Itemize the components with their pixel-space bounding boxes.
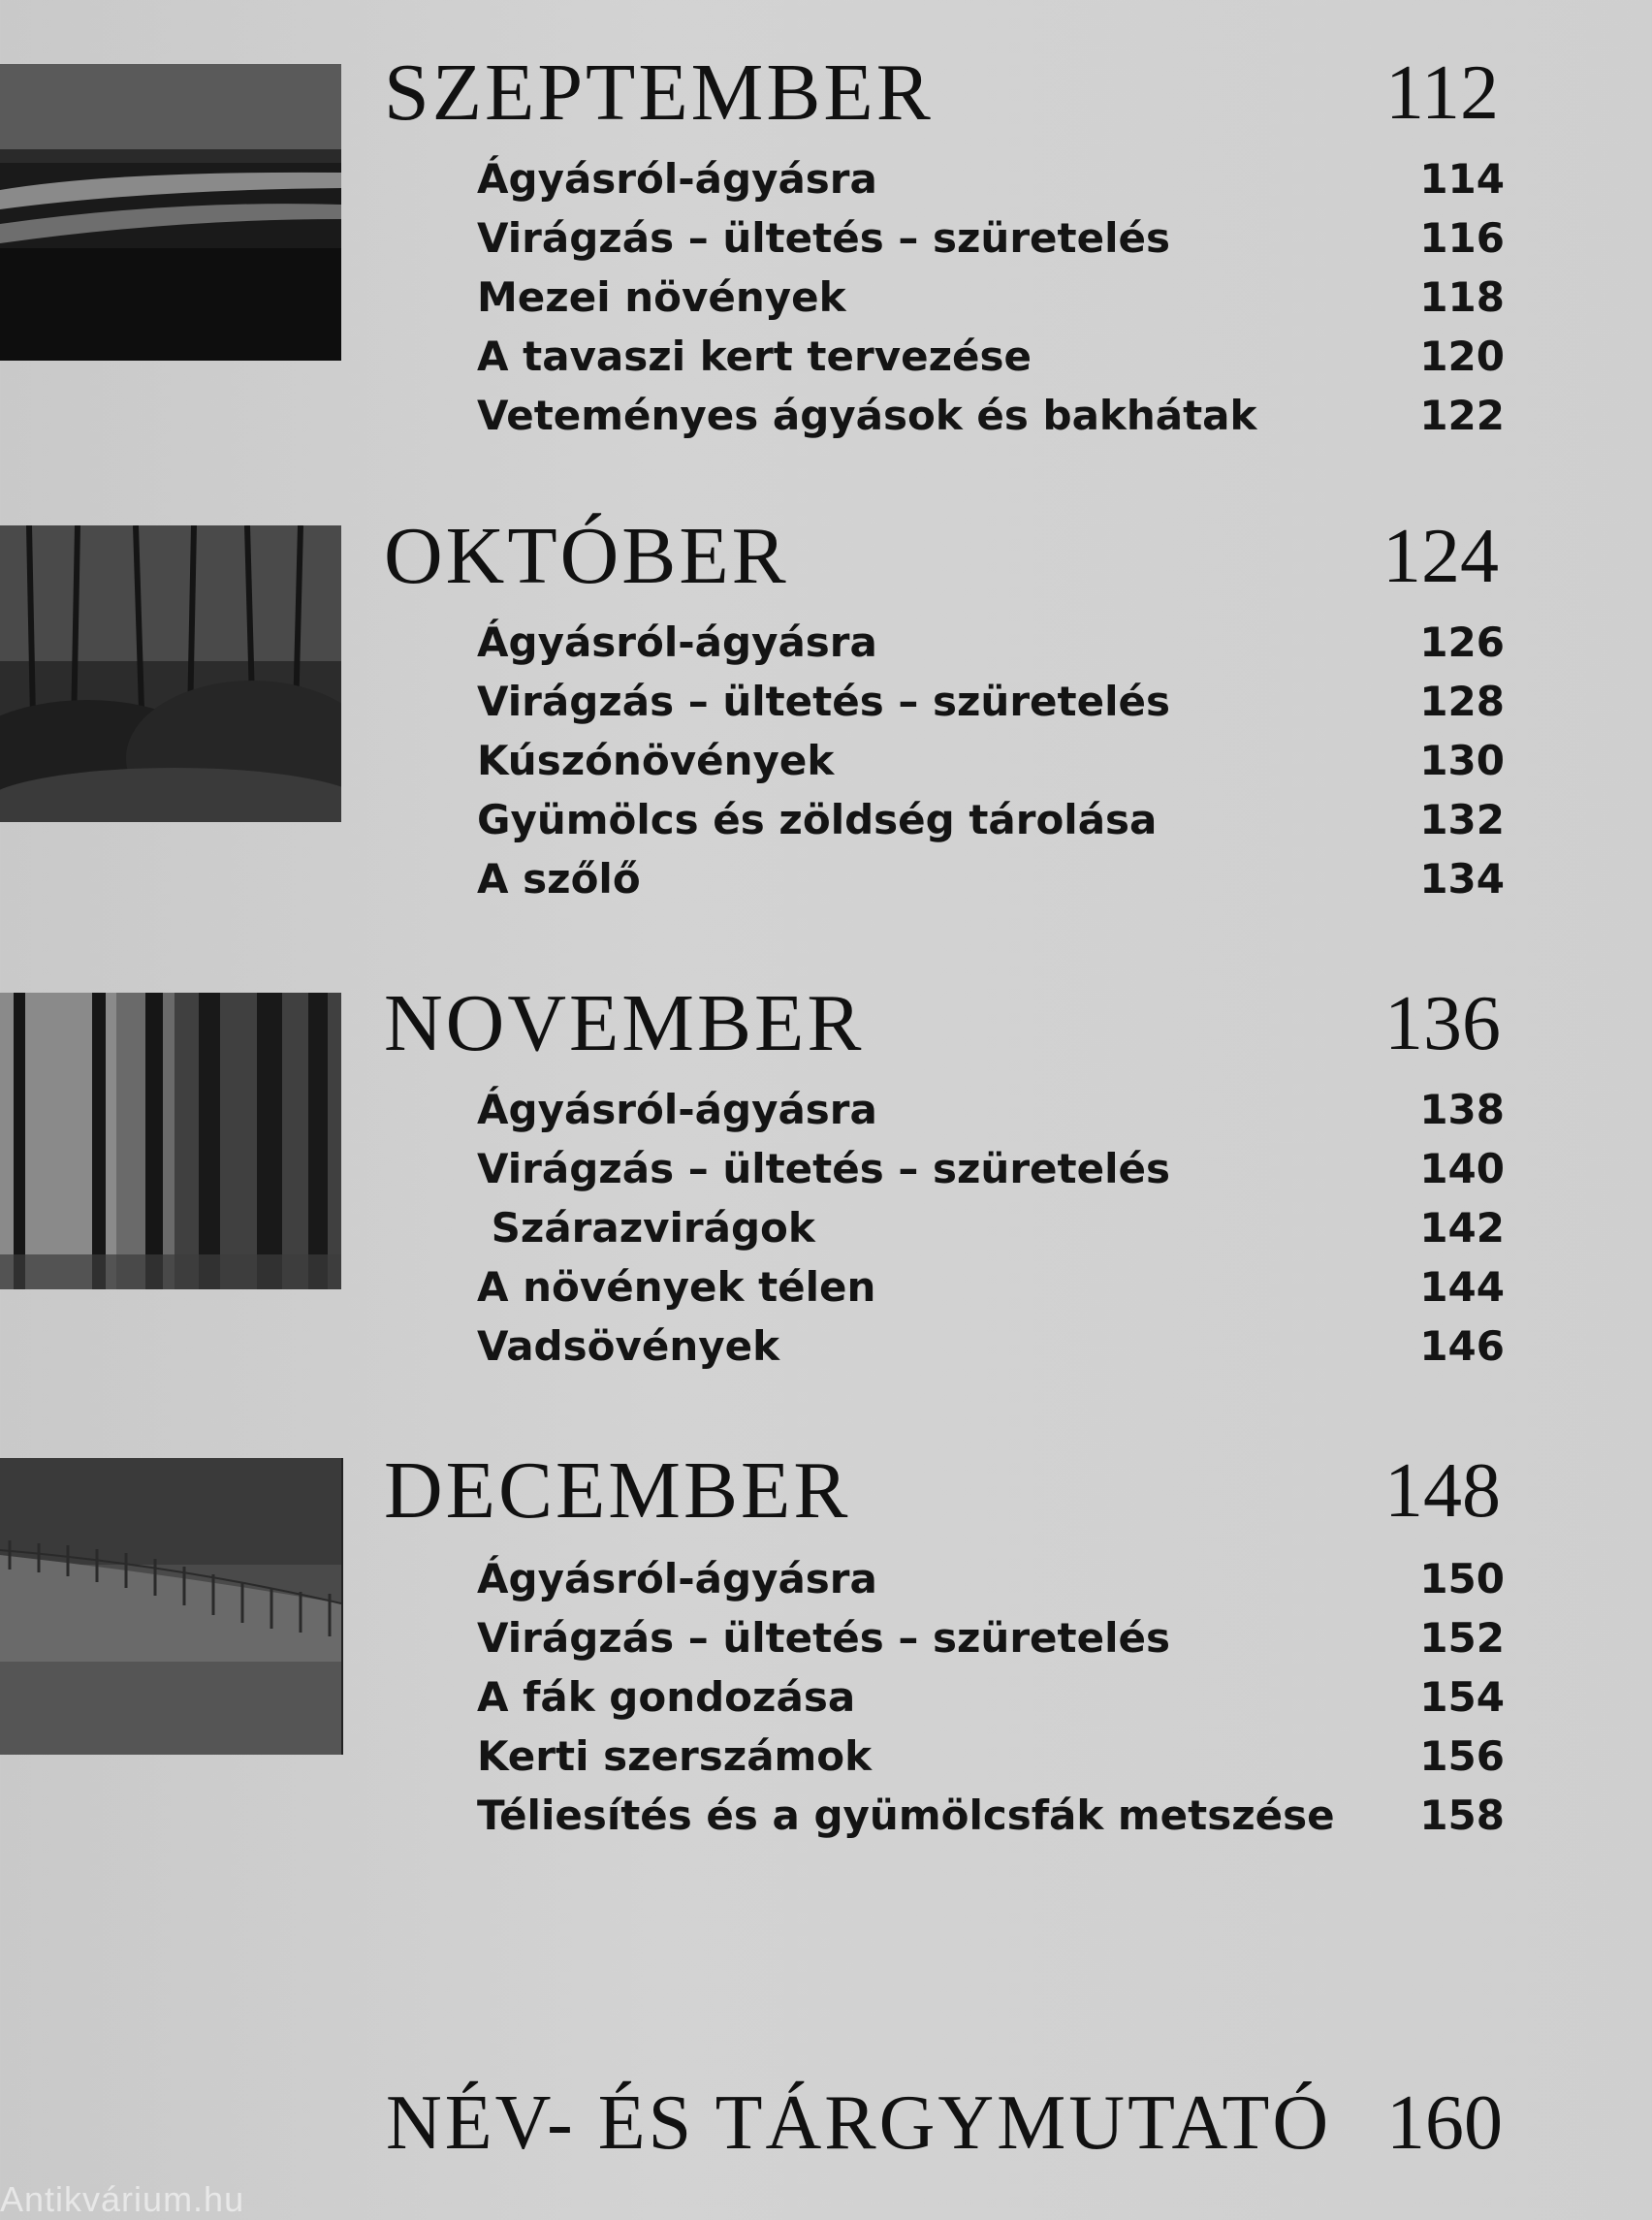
- toc-entry: [477, 790, 1505, 849]
- entry-title: Ágyásról-ágyásra: [477, 618, 877, 666]
- entry-list: [477, 613, 1505, 908]
- toc-entry: [477, 1727, 1505, 1786]
- toc-entry: [477, 268, 1505, 327]
- month-heading: DECEMBER: [384, 1445, 851, 1536]
- entry-list: [477, 1080, 1505, 1376]
- toc-entry: [477, 1316, 1505, 1376]
- month-page-number: 112: [1384, 50, 1499, 136]
- entry-page-number: 144: [1419, 1263, 1505, 1311]
- month-heading: NOVEMBER: [384, 978, 865, 1068]
- entry-title: A fák gondozása: [477, 1673, 856, 1721]
- entry-page-number: 132: [1419, 796, 1505, 843]
- entry-page-number: 158: [1419, 1792, 1505, 1839]
- entry-title: Virágzás – ültetés – szüretelés: [477, 1145, 1170, 1192]
- month-page-number: 136: [1384, 981, 1501, 1066]
- entry-page-number: 156: [1419, 1732, 1505, 1780]
- toc-entry: [477, 1549, 1505, 1608]
- entry-title: A növények télen: [477, 1263, 876, 1311]
- entry-title: Téliesítés és a gyümölcsfák metszése: [477, 1792, 1335, 1839]
- entry-title: Virágzás – ültetés – szüretelés: [477, 1614, 1170, 1662]
- entry-page-number: 154: [1419, 1673, 1505, 1721]
- section-photo: [0, 993, 341, 1289]
- entry-page-number: 120: [1419, 333, 1505, 380]
- entry-title: Ágyásról-ágyásra: [477, 1086, 877, 1133]
- entry-page-number: 122: [1419, 392, 1505, 439]
- entry-page-number: 126: [1419, 618, 1505, 666]
- toc-entry: [477, 1080, 1505, 1139]
- entry-title: A szőlő: [477, 855, 641, 903]
- toc-entry: [477, 1786, 1505, 1845]
- index-heading: NÉV- ÉS TÁRGYMUTATÓ: [386, 2080, 1332, 2166]
- toc-entry: [477, 1198, 1505, 1257]
- toc-entry: [477, 1667, 1505, 1727]
- entry-title: Veteményes ágyások és bakhátak: [477, 392, 1257, 439]
- watermark-text: Antikvárium.hu: [0, 2179, 245, 2219]
- entry-page-number: 130: [1419, 737, 1505, 784]
- entry-title: A tavaszi kert tervezése: [477, 333, 1032, 380]
- toc-entry: [477, 208, 1505, 268]
- month-page-number: 148: [1384, 1448, 1501, 1534]
- section-photo: [0, 1458, 343, 1755]
- toc-entry: [477, 327, 1505, 386]
- month-heading: SZEPTEMBER: [384, 48, 934, 138]
- entry-title: Kúszónövények: [477, 737, 835, 784]
- entry-page-number: 146: [1419, 1322, 1505, 1370]
- toc-entry: [477, 613, 1505, 672]
- entry-page-number: 152: [1419, 1614, 1505, 1662]
- toc-entry: [477, 386, 1505, 445]
- entry-title: Kerti szerszámok: [477, 1732, 873, 1780]
- toc-entry: [477, 672, 1505, 731]
- index-page-number: 160: [1386, 2080, 1503, 2166]
- entry-list: [477, 149, 1505, 445]
- entry-title: Ágyásról-ágyásra: [477, 155, 877, 203]
- entry-page-number: 118: [1419, 273, 1505, 321]
- entry-title: Gyümölcs és zöldség tárolása: [477, 796, 1158, 843]
- toc-entry: [477, 1139, 1505, 1198]
- section-photo: [0, 525, 341, 822]
- month-page-number: 124: [1382, 514, 1499, 599]
- month-heading: OKTÓBER: [384, 511, 789, 601]
- toc-entry: [477, 149, 1505, 208]
- entry-title: Szárazvirágok: [477, 1204, 815, 1252]
- toc-entry: [477, 1608, 1505, 1667]
- entry-title: Virágzás – ültetés – szüretelés: [477, 214, 1170, 262]
- entry-page-number: 116: [1419, 214, 1505, 262]
- entry-page-number: 128: [1419, 678, 1505, 725]
- entry-title: Vadsövények: [477, 1322, 780, 1370]
- entry-title: Mezei növények: [477, 273, 846, 321]
- entry-title: Ágyásról-ágyásra: [477, 1555, 877, 1602]
- entry-title: Virágzás – ültetés – szüretelés: [477, 678, 1170, 725]
- entry-page-number: 134: [1419, 855, 1505, 903]
- toc-entry: [477, 849, 1505, 908]
- entry-page-number: 150: [1419, 1555, 1505, 1602]
- toc-entry: [477, 1257, 1505, 1316]
- section-photo: [0, 64, 341, 361]
- entry-list: [477, 1549, 1505, 1845]
- entry-page-number: 138: [1419, 1086, 1505, 1133]
- toc-entry: [477, 731, 1505, 790]
- entry-page-number: 142: [1419, 1204, 1505, 1252]
- entry-page-number: 140: [1419, 1145, 1505, 1192]
- entry-page-number: 114: [1419, 155, 1505, 203]
